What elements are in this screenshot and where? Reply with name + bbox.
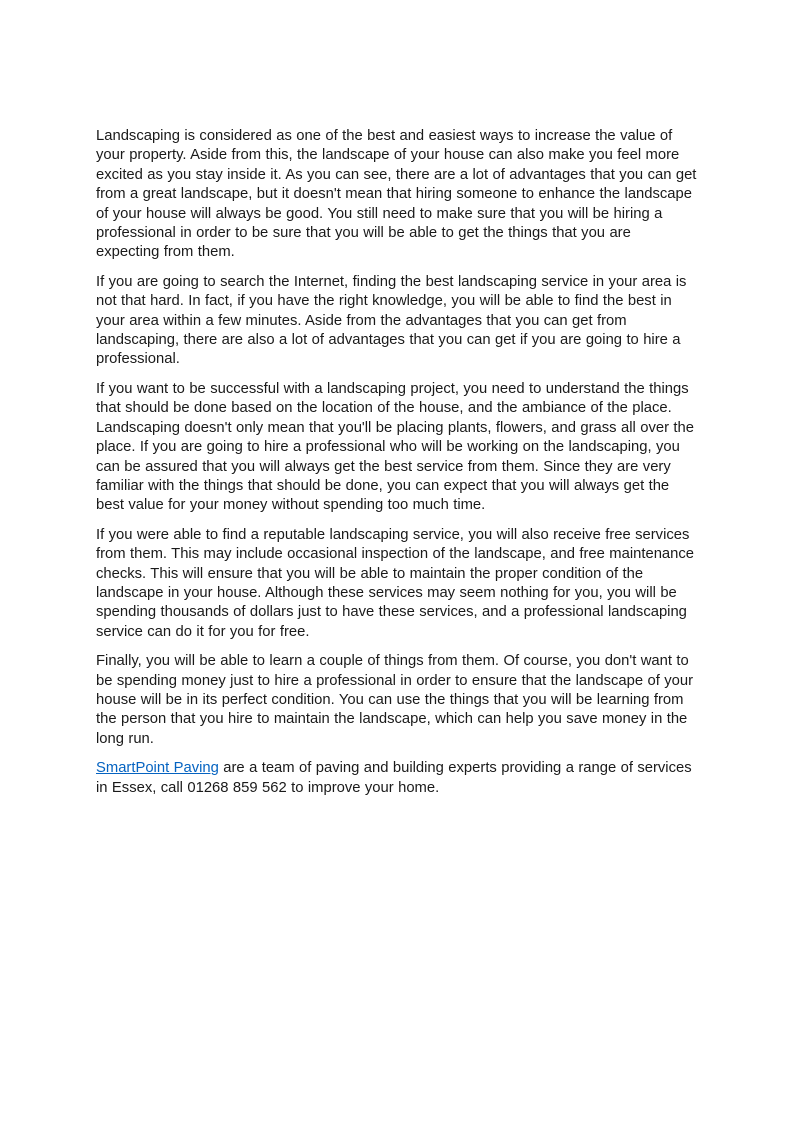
paragraph-learning: Finally, you will be able to learn a couple of things from them. Of course, you don't want to be spending money just to hire a professional in order to ensure that the landscape of your house will be in its perfect condition. You can use the things that you will be learning from the person that you hire to maintain the landscape, which can help you save money in the long run.	[96, 653, 694, 747]
document-body	[96, 127, 698, 798]
paragraph-closing	[96, 759, 698, 798]
paragraph-intro: Landscaping is considered as one of the best and easiest ways to increase the value of your property. Aside from this, the landscape of your house can also make you feel more excited as you stay inside it. As you can see, there are a lot of advantages that you can get from a great landscape, but it doesn't mean that hiring someone to enhance the landscape of your house will always be good. You still need to make sure that you will be hiring a professional in order to be sure that you will be able to get the things that you are expecting from them.	[96, 128, 697, 261]
closing-text: are a team of paving and building experts providing a range of services in Essex, call 01268 859 562 to improve your home.	[96, 760, 692, 796]
paragraph-successful-project: If you want to be successful with a landscaping project, you need to understand the things that should be done based on the location of the house, and the ambiance of the place. Landscaping doesn't only mean that you'll be placing plants, flowers, and grass all over the place. If you are going to hire a professional who will be working on the landscaping, you can be assured that you will always get the best service from them. Since they are very familiar with the things that should be done, you can expect that you will always get the best value for your money without spending too much time.	[96, 380, 694, 514]
paragraph-free-services: If you were able to find a reputable landscaping service, you will also receive free services from them. This may include occasional inspection of the landscape, and free maintenance checks. This will ensure that you will be able to maintain the proper condition of the landscape in your house. Although these services may seem nothing for you, you will be spending thousands of dollars just to have these services, and a professional landscaping service can do it for you for free.	[96, 526, 695, 640]
paragraph-search-internet: If you are going to search the Internet, finding the best landscaping service in your area is not that hard. In fact, if you have the right knowledge, you will be able to find the best in your area within a few minutes. Aside from the advantages that you can get from landscaping, there are also a lot of advantages that you can get if you are going to hire a professional.	[96, 273, 687, 368]
smartpoint-paving-link[interactable]: SmartPoint Paving	[96, 760, 219, 777]
